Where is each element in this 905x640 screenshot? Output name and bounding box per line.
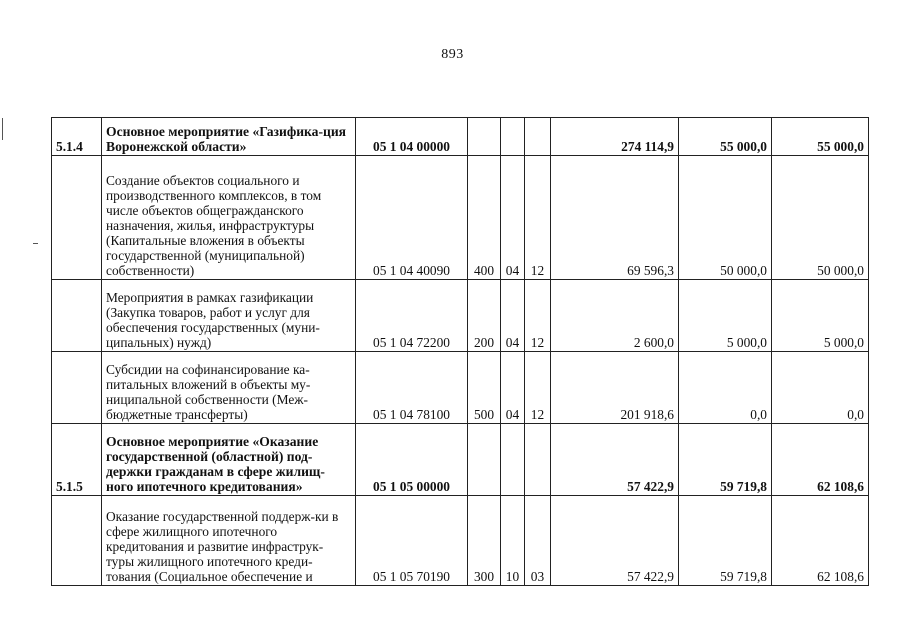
amount-year-1-cell: 57 422,9: [551, 496, 679, 586]
amount-year-3-cell: 50 000,0: [772, 156, 869, 280]
target-article-code-cell: 05 1 05 70190: [356, 496, 468, 586]
table-row: [52, 496, 869, 586]
row-number-cell: [52, 156, 102, 280]
section-cell: [501, 118, 525, 156]
left-edge-mark: [2, 118, 3, 140]
amount-year-1-cell: 69 596,3: [551, 156, 679, 280]
amount-year-1-cell: 274 114,9: [551, 118, 679, 156]
expense-type-cell: [468, 424, 501, 496]
expense-type-cell: 500: [468, 352, 501, 424]
margin-tick-mark: [33, 243, 38, 244]
target-article-code-cell: 05 1 04 00000: [356, 118, 468, 156]
description-cell: Субсидии на софинансирование ка-питальных вложений в объекты му-ниципальной собственности (Меж-бюджетные трансферты): [102, 352, 356, 424]
subsection-cell: [525, 118, 551, 156]
amount-year-2-cell: 0,0: [679, 352, 772, 424]
table-row: [52, 424, 869, 496]
expense-type-cell: [468, 118, 501, 156]
section-cell: 04: [501, 156, 525, 280]
amount-year-2-cell: 59 719,8: [679, 496, 772, 586]
row-number-cell: [52, 496, 102, 586]
description-cell: Мероприятия в рамках газификации (Закупка товаров, работ и услуг для обеспечения государственных (муни-ципальных) нужд): [102, 280, 356, 352]
amount-year-1-cell: 201 918,6: [551, 352, 679, 424]
description-cell: Основное мероприятие «Газифика-ция Воронежской области»: [102, 118, 356, 156]
row-number-cell: [52, 280, 102, 352]
amount-year-3-cell: 0,0: [772, 352, 869, 424]
row-number-cell: 5.1.5: [52, 424, 102, 496]
page-number: 893: [441, 47, 464, 62]
amount-year-2-cell: 59 719,8: [679, 424, 772, 496]
target-article-code-cell: 05 1 05 00000: [356, 424, 468, 496]
expense-type-cell: 200: [468, 280, 501, 352]
section-cell: [501, 424, 525, 496]
section-cell: 04: [501, 280, 525, 352]
amount-year-1-cell: 2 600,0: [551, 280, 679, 352]
expense-type-cell: 300: [468, 496, 501, 586]
section-cell: 04: [501, 352, 525, 424]
subsection-cell: [525, 424, 551, 496]
table-row: [52, 280, 869, 352]
row-number-cell: [52, 352, 102, 424]
row-number-cell: 5.1.4: [52, 118, 102, 156]
amount-year-2-cell: 5 000,0: [679, 280, 772, 352]
amount-year-1-cell: 57 422,9: [551, 424, 679, 496]
budget-table: [51, 117, 869, 586]
table-row: [52, 352, 869, 424]
amount-year-3-cell: 62 108,6: [772, 496, 869, 586]
subsection-cell: 12: [525, 156, 551, 280]
description-cell: Создание объектов социального и производственного комплексов, в том числе объектов общегражданского назначения, жилья, инфраструктуры (Капитальные вложения в объекты государственной (муниципальной) собственности): [102, 156, 356, 280]
section-cell: 10: [501, 496, 525, 586]
table-row: [52, 118, 869, 156]
amount-year-2-cell: 50 000,0: [679, 156, 772, 280]
amount-year-3-cell: 62 108,6: [772, 424, 869, 496]
amount-year-3-cell: 5 000,0: [772, 280, 869, 352]
description-cell: Оказание государственной поддерж-ки в сфере жилищного ипотечного кредитования и развитие инфраструк-туры жилищного ипотечного креди-тования (Социальное обеспечение и: [102, 496, 356, 586]
subsection-cell: 12: [525, 280, 551, 352]
target-article-code-cell: 05 1 04 72200: [356, 280, 468, 352]
amount-year-2-cell: 55 000,0: [679, 118, 772, 156]
description-cell: Основное мероприятие «Оказание государственной (областной) под-держки гражданам в сфере жилищ-ного ипотечного кредитования»: [102, 424, 356, 496]
amount-year-3-cell: 55 000,0: [772, 118, 869, 156]
target-article-code-cell: 05 1 04 78100: [356, 352, 468, 424]
subsection-cell: 03: [525, 496, 551, 586]
subsection-cell: 12: [525, 352, 551, 424]
expense-type-cell: 400: [468, 156, 501, 280]
target-article-code-cell: 05 1 04 40090: [356, 156, 468, 280]
table-row: [52, 156, 869, 280]
